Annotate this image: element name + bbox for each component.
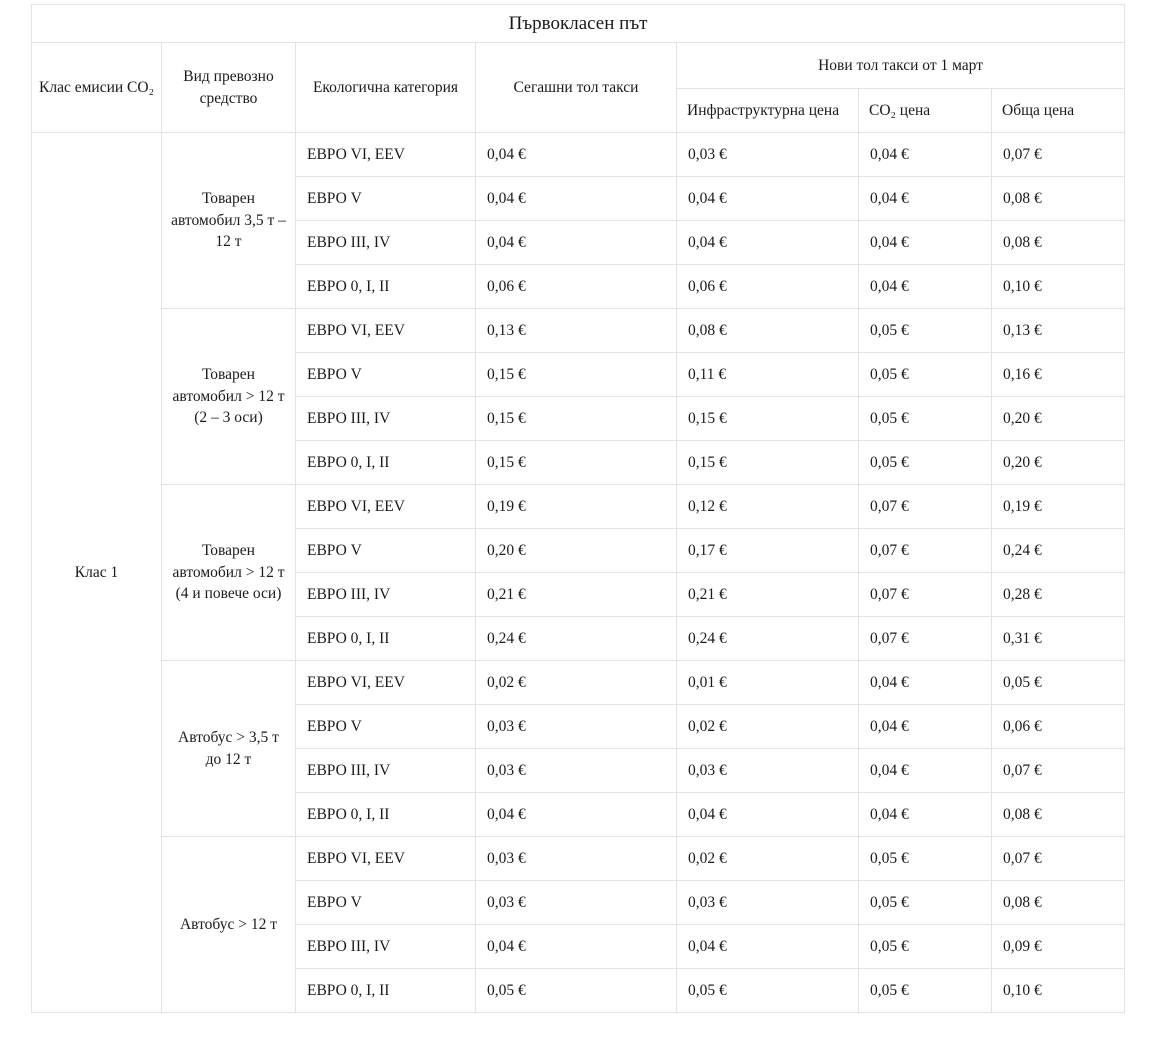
cell-infrastructure-price: 0,05 € (677, 969, 859, 1013)
cell-current-toll: 0,04 € (476, 925, 677, 969)
header-vehicle-type: Вид превозно средство (162, 43, 296, 133)
table-row (32, 661, 1125, 705)
cell-co2-price: 0,05 € (859, 837, 992, 881)
cell-total-price: 0,05 € (992, 661, 1125, 705)
cell-vehicle-type: Автобус > 3,5 т до 12 т (162, 661, 296, 837)
cell-eco-category: ЕВРО 0, I, II (296, 265, 476, 309)
cell-total-price: 0,19 € (992, 485, 1125, 529)
cell-vehicle-type: Товарен автомобил 3,5 т – 12 т (162, 133, 296, 309)
cell-current-toll: 0,19 € (476, 485, 677, 529)
cell-infrastructure-price: 0,04 € (677, 793, 859, 837)
cell-eco-category: ЕВРО III, IV (296, 749, 476, 793)
cell-current-toll: 0,04 € (476, 793, 677, 837)
cell-infrastructure-price: 0,15 € (677, 441, 859, 485)
cell-total-price: 0,16 € (992, 353, 1125, 397)
cell-current-toll: 0,03 € (476, 705, 677, 749)
cell-co2-price: 0,04 € (859, 221, 992, 265)
cell-current-toll: 0,24 € (476, 617, 677, 661)
cell-total-price: 0,31 € (992, 617, 1125, 661)
table-row (32, 837, 1125, 881)
cell-infrastructure-price: 0,04 € (677, 221, 859, 265)
cell-total-price: 0,06 € (992, 705, 1125, 749)
cell-total-price: 0,10 € (992, 969, 1125, 1013)
cell-total-price: 0,10 € (992, 265, 1125, 309)
cell-infrastructure-price: 0,17 € (677, 529, 859, 573)
cell-total-price: 0,20 € (992, 397, 1125, 441)
cell-current-toll: 0,20 € (476, 529, 677, 573)
cell-co2-price: 0,05 € (859, 881, 992, 925)
cell-infrastructure-price: 0,04 € (677, 925, 859, 969)
cell-eco-category: ЕВРО V (296, 177, 476, 221)
cell-current-toll: 0,03 € (476, 881, 677, 925)
header-current-toll: Сегашни тол такси (476, 43, 677, 133)
cell-infrastructure-price: 0,06 € (677, 265, 859, 309)
cell-eco-category: ЕВРО VI, EEV (296, 309, 476, 353)
cell-total-price: 0,08 € (992, 177, 1125, 221)
cell-current-toll: 0,15 € (476, 397, 677, 441)
cell-total-price: 0,08 € (992, 793, 1125, 837)
cell-eco-category: ЕВРО V (296, 529, 476, 573)
cell-co2-price: 0,05 € (859, 969, 992, 1013)
header-emission-class: Клас емисии CO₂ (32, 43, 162, 133)
cell-total-price: 0,07 € (992, 749, 1125, 793)
toll-table (31, 4, 1125, 1013)
header-eco-category: Екологична категория (296, 43, 476, 133)
cell-co2-price: 0,04 € (859, 265, 992, 309)
cell-co2-price: 0,04 € (859, 133, 992, 177)
cell-total-price: 0,09 € (992, 925, 1125, 969)
cell-co2-price: 0,05 € (859, 397, 992, 441)
cell-co2-price: 0,04 € (859, 661, 992, 705)
cell-eco-category: ЕВРО III, IV (296, 397, 476, 441)
cell-current-toll: 0,06 € (476, 265, 677, 309)
header-new-toll-group: Нови тол такси от 1 март (677, 43, 1125, 89)
cell-eco-category: ЕВРО VI, EEV (296, 837, 476, 881)
cell-total-price: 0,13 € (992, 309, 1125, 353)
cell-current-toll: 0,05 € (476, 969, 677, 1013)
cell-current-toll: 0,03 € (476, 837, 677, 881)
cell-eco-category: ЕВРО VI, EEV (296, 485, 476, 529)
cell-infrastructure-price: 0,24 € (677, 617, 859, 661)
cell-eco-category: ЕВРО 0, I, II (296, 617, 476, 661)
cell-eco-category: ЕВРО III, IV (296, 221, 476, 265)
header-co2-price: CO₂ цена (859, 89, 992, 133)
cell-co2-price: 0,07 € (859, 529, 992, 573)
cell-co2-price: 0,05 € (859, 441, 992, 485)
cell-infrastructure-price: 0,08 € (677, 309, 859, 353)
cell-infrastructure-price: 0,01 € (677, 661, 859, 705)
cell-current-toll: 0,04 € (476, 177, 677, 221)
cell-current-toll: 0,15 € (476, 353, 677, 397)
cell-infrastructure-price: 0,21 € (677, 573, 859, 617)
cell-eco-category: ЕВРО V (296, 705, 476, 749)
cell-infrastructure-price: 0,15 € (677, 397, 859, 441)
cell-current-toll: 0,04 € (476, 221, 677, 265)
cell-infrastructure-price: 0,12 € (677, 485, 859, 529)
header-infrastructure-price: Инфраструктурна цена (677, 89, 859, 133)
cell-total-price: 0,07 € (992, 837, 1125, 881)
cell-infrastructure-price: 0,02 € (677, 705, 859, 749)
cell-co2-price: 0,05 € (859, 925, 992, 969)
cell-total-price: 0,08 € (992, 221, 1125, 265)
cell-co2-price: 0,04 € (859, 793, 992, 837)
cell-current-toll: 0,04 € (476, 133, 677, 177)
cell-total-price: 0,20 € (992, 441, 1125, 485)
cell-current-toll: 0,03 € (476, 749, 677, 793)
cell-eco-category: ЕВРО III, IV (296, 925, 476, 969)
cell-co2-price: 0,04 € (859, 177, 992, 221)
cell-eco-category: ЕВРО V (296, 353, 476, 397)
table-row (32, 485, 1125, 529)
cell-eco-category: ЕВРО III, IV (296, 573, 476, 617)
cell-total-price: 0,24 € (992, 529, 1125, 573)
cell-vehicle-type: Автобус > 12 т (162, 837, 296, 1013)
table-title: Първокласен път (32, 5, 1125, 43)
cell-current-toll: 0,02 € (476, 661, 677, 705)
cell-eco-category: ЕВРО V (296, 881, 476, 925)
cell-vehicle-type: Товарен автомобил > 12 т (4 и повече оси) (162, 485, 296, 661)
cell-current-toll: 0,13 € (476, 309, 677, 353)
cell-eco-category: ЕВРО VI, EEV (296, 133, 476, 177)
table-row (32, 133, 1125, 177)
cell-co2-price: 0,05 € (859, 309, 992, 353)
cell-infrastructure-price: 0,11 € (677, 353, 859, 397)
cell-emission-class: Клас 1 (32, 133, 162, 1013)
cell-infrastructure-price: 0,02 € (677, 837, 859, 881)
header-total-price: Обща цена (992, 89, 1125, 133)
cell-infrastructure-price: 0,03 € (677, 133, 859, 177)
cell-co2-price: 0,07 € (859, 573, 992, 617)
cell-co2-price: 0,04 € (859, 749, 992, 793)
cell-eco-category: ЕВРО 0, I, II (296, 969, 476, 1013)
cell-total-price: 0,07 € (992, 133, 1125, 177)
cell-infrastructure-price: 0,03 € (677, 881, 859, 925)
cell-total-price: 0,28 € (992, 573, 1125, 617)
cell-total-price: 0,08 € (992, 881, 1125, 925)
cell-infrastructure-price: 0,03 € (677, 749, 859, 793)
cell-vehicle-type: Товарен автомобил > 12 т (2 – 3 оси) (162, 309, 296, 485)
cell-eco-category: ЕВРО 0, I, II (296, 793, 476, 837)
cell-eco-category: ЕВРО 0, I, II (296, 441, 476, 485)
cell-infrastructure-price: 0,04 € (677, 177, 859, 221)
cell-co2-price: 0,07 € (859, 617, 992, 661)
cell-co2-price: 0,04 € (859, 705, 992, 749)
cell-current-toll: 0,21 € (476, 573, 677, 617)
cell-co2-price: 0,05 € (859, 353, 992, 397)
cell-current-toll: 0,15 € (476, 441, 677, 485)
table-row (32, 309, 1125, 353)
cell-eco-category: ЕВРО VI, EEV (296, 661, 476, 705)
cell-co2-price: 0,07 € (859, 485, 992, 529)
